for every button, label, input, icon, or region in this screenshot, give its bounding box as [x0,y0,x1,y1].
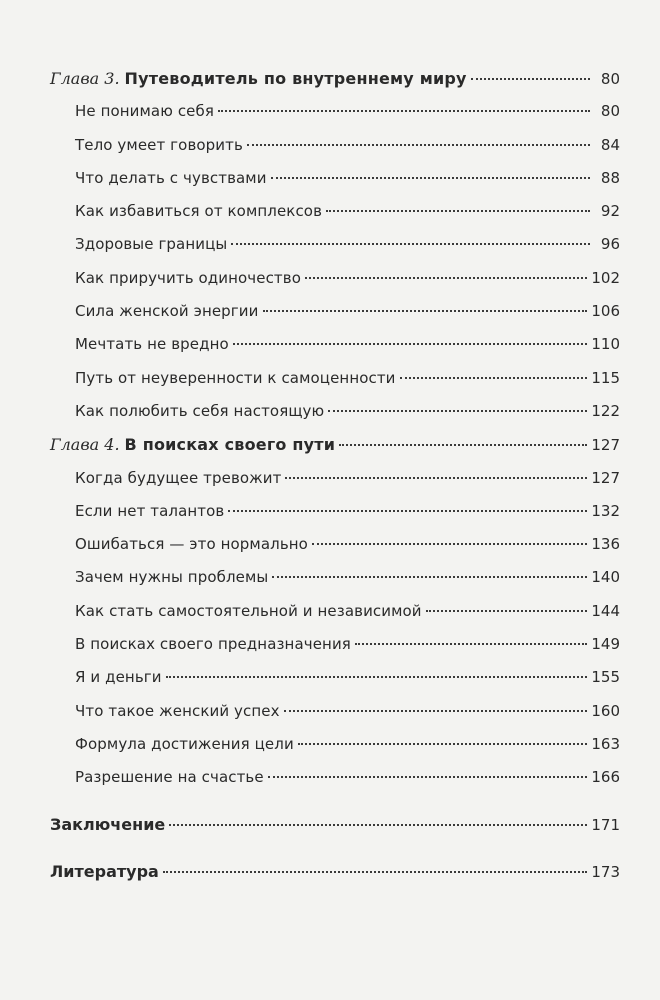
page-number: 127 [591,436,620,455]
toc-section [0,495,660,528]
toc-section [0,462,660,495]
dot-leader [339,444,587,446]
dot-leader [247,144,590,146]
section-title: Как стать самостоятельной и независимой [75,601,422,620]
toc-section [0,661,660,694]
dot-leader [271,177,590,179]
toc-section [0,595,660,628]
section-title: Ошибаться — это нормально [75,535,308,554]
page-number: 122 [591,401,620,420]
toc-section [0,228,660,261]
chapter-title: В поисках своего пути [124,435,336,455]
dot-leader [298,743,588,745]
page-number: 166 [591,768,620,787]
dot-leader [268,776,588,778]
dot-leader [326,210,590,212]
dot-leader [166,676,588,678]
page-number: 96 [600,235,620,254]
toc-section [0,362,660,395]
toc-section [0,728,660,761]
page-number: 115 [591,368,620,387]
toc-section [0,195,660,228]
literature-title: Литература [50,861,159,881]
toc-conclusion [0,801,660,848]
section-title: Тело умеет говорить [75,135,243,154]
toc-section [0,761,660,794]
section-title: Разрешение на счастье [75,768,264,787]
chapter-title: Путеводитель по внутреннему миру [124,69,467,88]
toc-section [0,395,660,428]
page-number: 92 [600,202,620,221]
toc-chapter-4 [0,428,660,461]
toc-chapter-3 [0,62,660,95]
section-title: Путь от неуверенности к самоценности [75,368,396,387]
dot-leader [312,543,587,545]
page-number: 171 [591,815,620,834]
toc-literature [0,848,660,895]
dot-leader [471,78,590,80]
toc-section [0,162,660,195]
toc-section [0,628,660,661]
section-title: Сила женской энергии [75,302,259,321]
chapter-prefix: Глава 3. [50,69,120,88]
dot-leader [355,643,587,645]
page-number: 84 [600,135,620,154]
section-title: Когда будущее тревожит [75,468,282,487]
toc-section [0,328,660,361]
page-number: 144 [591,601,620,620]
section-title: Что такое женский успех [75,701,280,720]
page-number: 106 [591,302,620,321]
toc-section [0,295,660,328]
dot-leader [426,610,588,612]
page-number: 132 [591,501,620,520]
page-number: 88 [600,168,620,187]
dot-leader [233,343,588,345]
section-title: Я и деньги [75,668,162,687]
page-number: 160 [591,701,620,720]
page-number: 140 [591,568,620,587]
toc-section [0,262,660,295]
section-title: Мечтать не вредно [75,335,229,354]
dot-leader [284,710,588,712]
toc-section [0,695,660,728]
dot-leader [400,377,588,379]
dot-leader [272,576,587,578]
section-title: В поисках своего предназначения [75,635,351,654]
chapter-prefix: Глава 4. [50,435,120,455]
page-number: 80 [600,102,620,121]
section-title: Здоровые границы [75,235,228,254]
page-number: 110 [591,335,620,354]
section-title: Как полюбить себя настоящую [75,401,325,420]
section-title: Формула достижения цели [75,734,294,753]
page-number: 102 [591,268,620,287]
toc-section [0,561,660,594]
page-number: 136 [591,535,620,554]
section-title: Как избавиться от комплексов [75,202,323,221]
dot-leader [285,477,587,479]
page-number: 163 [591,734,620,753]
page-number: 155 [591,668,620,687]
page-number: 173 [591,862,620,881]
dot-leader [231,243,590,245]
page-number: 149 [591,635,620,654]
section-title: Что делать с чувствами [75,168,267,187]
toc-section [0,95,660,128]
dot-leader [169,824,587,826]
dot-leader [305,277,587,279]
section-title: Как приручить одиночество [75,268,301,287]
page-number: 127 [591,468,620,487]
page-number: 80 [600,70,620,88]
conclusion-title: Заключение [50,814,166,834]
toc-section [0,528,660,561]
section-title: Зачем нужны проблемы [75,568,269,587]
dot-leader [218,110,590,112]
dot-leader [328,410,587,412]
section-title: Если нет талантов [75,501,225,520]
toc-section [0,129,660,162]
section-title: Не понимаю себя [75,102,214,121]
dot-leader [163,871,588,873]
dot-leader [228,510,587,512]
dot-leader [263,310,588,312]
